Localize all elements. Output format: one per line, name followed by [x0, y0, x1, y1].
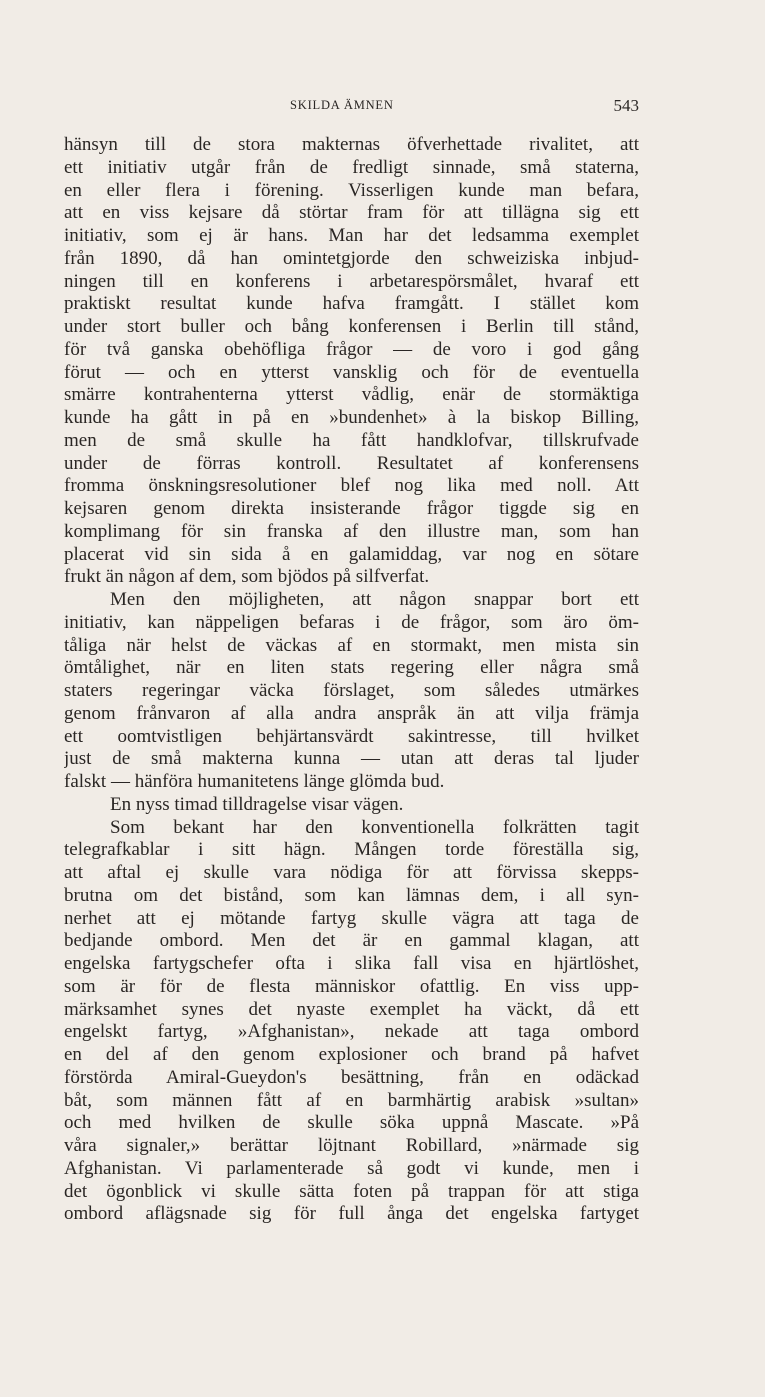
- text-line: komplimang för sin franska af den illustre man, som han: [64, 520, 639, 542]
- text-line: smärre kontrahenterna ytterst vådlig, enär de stormäktiga: [64, 384, 639, 406]
- page-number: 543: [613, 96, 639, 115]
- text-line: som är för de flesta människor ofattlig. En viss upp-: [64, 975, 639, 997]
- running-title: SKILDA ÄMNEN: [290, 98, 394, 112]
- text-line: ett oomtvistligen behjärtansvärdt sakintresse, till hvilket: [64, 725, 639, 747]
- text-line: genom frånvaron af alla andra anspråk än att vilja främja: [64, 702, 639, 724]
- text-line: fromma önskningsresolutioner blef nog lika med noll. Att: [64, 475, 639, 497]
- text-line: praktiskt resultat kunde hafva framgått. I stället kom: [64, 293, 639, 315]
- text-line: falskt — hänföra humanitetens länge glömda bud.: [64, 771, 445, 792]
- text-line: ömtålighet, när en liten stats regering eller några små: [64, 657, 639, 679]
- text-line: att aftal ej skulle vara nödiga för att förvissa skepps-: [64, 862, 639, 883]
- text-line: engelskt fartyg, »Afghanistan», nekade att taga ombord: [64, 1021, 639, 1043]
- text-line: en del af den genom explosioner och brand på hafvet: [64, 1044, 639, 1065]
- text-line: det ögonblick vi skulle sätta foten på trappan för att stiga: [64, 1180, 639, 1202]
- text-line: telegrafkablar i sitt hägn. Mången torde föreställa sig,: [64, 839, 639, 861]
- text-line: ett initiativ utgår från de fredligt sinnade, små staterna,: [64, 156, 639, 178]
- text-line: kejsaren genom direkta insisterande frågor tiggde sig en: [64, 498, 639, 519]
- text-line: nerhet att ej mötande fartyg skulle vägra att taga de: [64, 907, 639, 929]
- text-line: Som bekant har den konventionella folkrätten tagit: [110, 816, 639, 838]
- text-line: tåliga när helst de väckas af en stormakt, men mista sin: [64, 634, 639, 656]
- text-line: placerat vid sin sida å en galamiddag, var nog en sötare: [64, 543, 639, 565]
- text-line: En nyss timad tilldragelse visar vägen.: [110, 793, 404, 815]
- text-line: från 1890, då han omintetgjorde den schweiziska inbjud-: [64, 247, 639, 269]
- text-line: engelska fartygschefer ofta i slika fall visa en hjärtlöshet,: [64, 953, 639, 974]
- text-line: initiativ, som ej är hans. Man har det ledsamma exemplet: [64, 225, 639, 246]
- text-line: att en viss kejsare då störtar fram för att tillägna sig ett: [64, 202, 639, 224]
- text-line: för två ganska obehöfliga frågor — de voro i god gång: [64, 338, 639, 360]
- text-line: men de små skulle ha fått handklofvar, tillskrufvade: [64, 429, 639, 451]
- text-line: ombord aflägsnade sig för full ånga det engelska fartyget: [64, 1203, 639, 1225]
- text-line: initiativ, kan näppeligen befaras i de frågor, som äro öm-: [64, 611, 639, 633]
- text-line: ningen till en konferens i arbetarespörsmålet, hvaraf ett: [64, 270, 639, 292]
- body-text: [64, 134, 639, 1226]
- text-line: hänsyn till de stora makternas öfverhettade rivalitet, att: [64, 134, 639, 155]
- text-line: Men den möjligheten, att någon snappar bort ett: [110, 589, 639, 610]
- text-line: båt, som männen fått af en barmhärtig arabisk »sultan»: [64, 1089, 639, 1111]
- text-line: kunde ha gått in på en »bundenhet» à la biskop Billing,: [64, 407, 639, 428]
- text-line: under de förras kontroll. Resultatet af konferensens: [64, 452, 639, 474]
- text-line: våra signaler,» berättar löjtnant Robillard, »närmade sig: [64, 1135, 639, 1156]
- text-line: förstörda Amiral-Gueydon's besättning, från en odäckad: [64, 1066, 639, 1088]
- running-head: [64, 96, 639, 116]
- text-line: förut — och en ytterst vansklig och för de eventuella: [64, 361, 639, 383]
- text-line: Afghanistan. Vi parlamenterade så godt vi kunde, men i: [64, 1157, 639, 1179]
- text-line: frukt än någon af dem, som bjödos på silfverfat.: [64, 566, 430, 588]
- text-line: märksamhet synes det nyaste exemplet ha väckt, då ett: [64, 998, 639, 1020]
- text-line: brutna om det bistånd, som kan lämnas dem, i all syn-: [64, 884, 639, 906]
- text-line: bedjande ombord. Men det är en gammal klagan, att: [64, 930, 639, 952]
- text-line: staters regeringar väcka förslaget, som således utmärkes: [64, 680, 639, 701]
- text-line: under stort buller och bång konferensen i Berlin till stånd,: [64, 316, 639, 337]
- text-line: en eller flera i förening. Visserligen kunde man befara,: [64, 179, 639, 201]
- text-line: just de små makterna kunna — utan att deras tal ljuder: [64, 748, 639, 770]
- text-line: och med hvilken de skulle söka uppnå Mascate. »På: [64, 1112, 639, 1134]
